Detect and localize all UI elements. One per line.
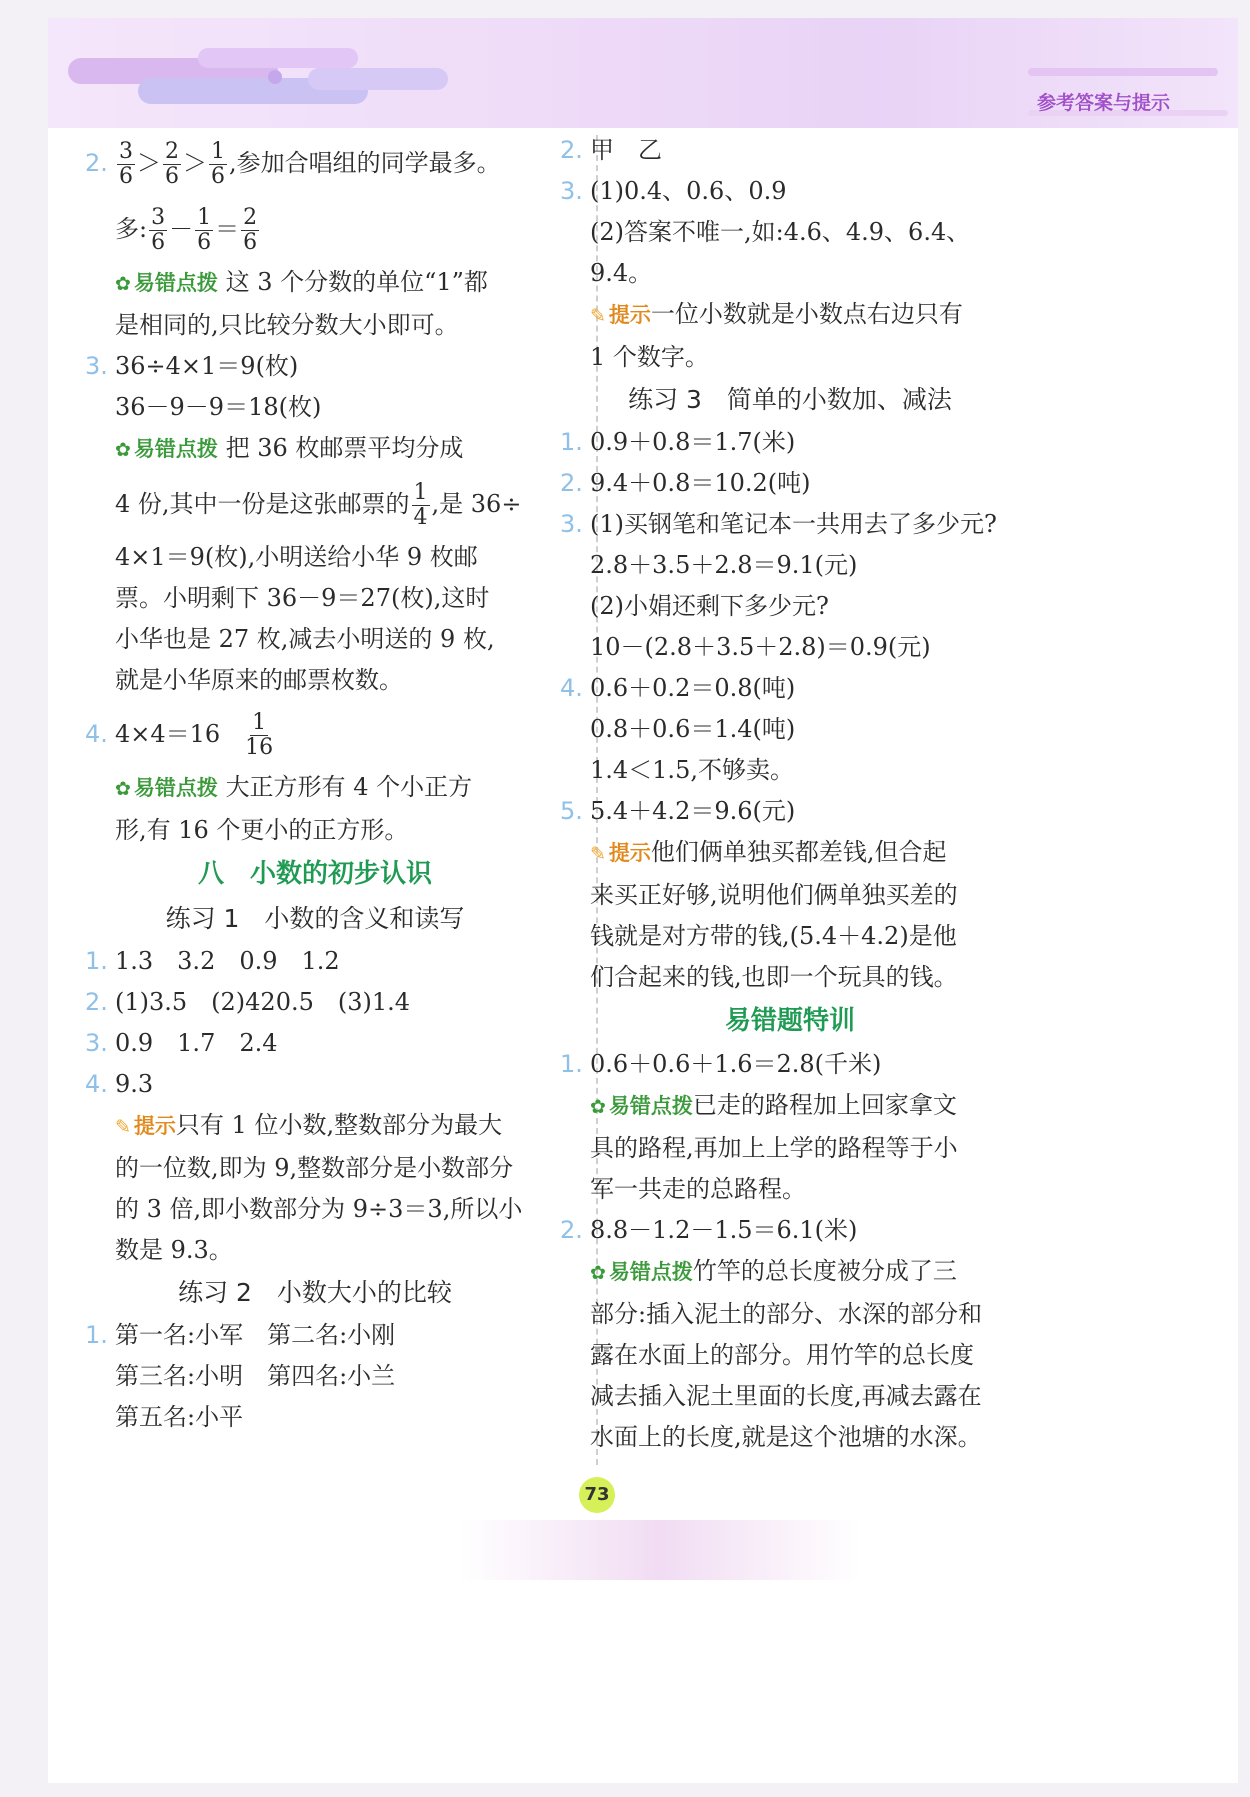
answer-row	[560, 504, 1020, 545]
answer-row	[560, 1210, 1020, 1251]
answer-row	[560, 422, 1020, 463]
question-number: 4.	[85, 1070, 108, 1098]
hint-text: 的 3 倍,即小数部分为 9÷3＝3,所以小	[115, 1195, 523, 1223]
left-column	[85, 130, 545, 1438]
hint-text: 只有 1 位小数,整数部分为最大	[175, 1111, 503, 1139]
error-tip	[85, 428, 545, 471]
gear-icon: ✿	[115, 273, 131, 295]
numerator: 3	[151, 205, 166, 230]
minus-symbol: －	[169, 215, 194, 243]
denominator: 6	[165, 164, 179, 189]
answer-text: 0.9 1.7 2.4	[115, 1029, 278, 1057]
tip-text: 就是小华原来的邮票枚数。	[115, 666, 403, 694]
fraction	[209, 140, 227, 189]
hint-text: 数是 9.3。	[115, 1236, 233, 1264]
question-number: 4.	[85, 720, 108, 748]
numerator: 2	[165, 139, 179, 164]
denominator: 6	[197, 230, 212, 255]
equals-symbol: ＝	[215, 215, 240, 243]
answer-text: 0.6＋0.2＝0.8(吨)	[590, 674, 796, 702]
answer-text: 10－(2.8＋3.5＋2.8)＝0.9(元)	[590, 633, 931, 661]
answer-text: 第三名:小明 第四名:小兰	[115, 1362, 396, 1390]
denominator: 6	[211, 164, 225, 189]
numerator: 3	[119, 139, 133, 164]
hint-tag: 提示	[133, 1114, 176, 1138]
question-number: 1.	[85, 947, 108, 975]
hint-text: 来买正好够,说明他们俩单独买差的	[590, 881, 958, 909]
answer-text: ,参加合唱组的同学最多。	[229, 149, 501, 177]
tip-text: 竹竿的总长度被分成了三	[692, 1257, 957, 1285]
question-number: 2.	[85, 988, 108, 1016]
answer-row	[560, 668, 1020, 709]
gear-icon: ✿	[115, 439, 131, 461]
answer-text: 2.8＋3.5＋2.8＝9.1(元)	[590, 551, 858, 579]
tip-text: 这 3 个分数的单位“1”都	[225, 268, 488, 296]
section-title: 易错题特训	[724, 1006, 855, 1036]
answer-text: 8.8－1.2－1.5＝6.1(米)	[590, 1216, 858, 1244]
answer-text: (2)小娟还剩下多少元?	[590, 592, 829, 620]
tip-text: 部分:插入泥土的部分、水深的部分和	[590, 1300, 983, 1328]
numerator: 1	[413, 480, 428, 505]
error-tip	[85, 767, 545, 810]
pencil-icon: ✎	[590, 843, 606, 865]
answer-text: 1.4＜1.5,不够卖。	[590, 756, 794, 784]
question-number: 3.	[560, 177, 583, 205]
answer-row	[85, 1023, 545, 1064]
answer-row	[85, 1064, 545, 1105]
pencil-icon: ✎	[115, 1116, 131, 1138]
numerator: 2	[243, 205, 258, 230]
question-number: 1.	[560, 1050, 583, 1078]
tip-tag: 易错点拨	[608, 1260, 693, 1284]
hint-tag: 提示	[608, 841, 651, 865]
answer-text: 36÷4×1＝9(枚)	[115, 352, 299, 380]
tip-text: 4 份,其中一份是这张邮票的	[115, 490, 410, 518]
footer-band	[460, 1520, 860, 1580]
answer-2-calc	[85, 196, 545, 262]
tip-text: 小华也是 27 枚,减去小明送的 9 枚,	[115, 625, 495, 653]
hint-text: 1 个数字。	[590, 343, 709, 371]
fraction	[149, 206, 167, 255]
question-number: 2.	[560, 136, 583, 164]
numerator: 1	[252, 710, 267, 735]
answer-text: 36－9－9＝18(枚)	[115, 393, 322, 421]
calc-prefix: 多:	[115, 215, 148, 243]
stripe-decoration	[1028, 68, 1218, 76]
pencil-icon: ✎	[590, 305, 606, 327]
section-title: 八 小数的初步认识	[197, 859, 432, 889]
answer-text: 第一名:小军 第二名:小刚	[115, 1321, 396, 1349]
answer-row	[560, 171, 1020, 212]
answer-3	[85, 346, 545, 387]
tip-text: 大正方形有 4 个小正方	[225, 773, 473, 801]
answer-2	[85, 130, 545, 196]
answer-text: 4×4＝16	[115, 720, 221, 748]
question-number: 2.	[85, 149, 108, 177]
hint-tag: 提示	[608, 303, 651, 327]
answer-text: 1.3 3.2 0.9 1.2	[115, 947, 340, 975]
error-tip	[560, 1251, 1020, 1294]
answer-text: 5.4＋4.2＝9.6(元)	[590, 797, 796, 825]
page-number: 73	[579, 1477, 615, 1513]
tip-text: 军一共走的总路程。	[590, 1175, 806, 1203]
tip-text: 已走的路程加上回家拿文	[692, 1091, 957, 1119]
cloud-decoration	[308, 68, 448, 90]
tip-text: 露在水面上的部分。用竹竿的总长度	[590, 1341, 974, 1369]
denominator: 6	[151, 230, 166, 255]
tip-text: ,是 36÷	[431, 490, 522, 518]
numerator: 1	[197, 205, 212, 230]
denominator: 4	[413, 505, 428, 530]
question-number: 4.	[560, 674, 583, 702]
tip-text: 水面上的长度,就是这个池塘的水深。	[590, 1423, 982, 1451]
gear-icon: ✿	[590, 1262, 606, 1284]
answer-text: 9.4。	[590, 259, 653, 287]
question-number: 2.	[560, 1216, 583, 1244]
dot-decoration	[268, 70, 282, 84]
error-tip	[560, 1085, 1020, 1128]
answer-text: 0.9＋0.8＝1.7(米)	[590, 428, 796, 456]
answer-row	[560, 1044, 1020, 1085]
answer-text: 9.3	[115, 1070, 154, 1098]
tip-text: 减去插入泥土里面的长度,再减去露在	[590, 1382, 982, 1410]
hint	[560, 294, 1020, 337]
answer-row	[85, 982, 545, 1023]
fraction	[245, 711, 273, 760]
answer-4	[85, 701, 545, 767]
fraction	[241, 206, 259, 255]
answer-row	[560, 463, 1020, 504]
cloud-decoration	[198, 48, 358, 68]
hint-text: 们合起来的钱,也即一个玩具的钱。	[590, 963, 958, 991]
question-number: 3.	[85, 1029, 108, 1057]
question-number: 3.	[85, 352, 108, 380]
answer-row	[85, 941, 545, 982]
gear-icon: ✿	[590, 1096, 606, 1118]
hint-text: 钱就是对方带的钱,(5.4＋4.2)是他	[590, 922, 957, 950]
answer-text: 9.4＋0.8＝10.2(吨)	[590, 469, 811, 497]
header-title: 参考答案与提示	[1036, 92, 1170, 114]
tip-text: 把 36 枚邮票平均分成	[225, 434, 464, 462]
denominator: 16	[245, 735, 274, 760]
denominator: 6	[243, 230, 258, 255]
answer-text: (1)买钢笔和笔记本一共用去了多少元?	[590, 510, 997, 538]
tip-text: 票。小明剩下 36－9＝27(枚),这时	[115, 584, 490, 612]
right-column	[560, 130, 1020, 1458]
tip-text: 具的路程,再加上上学的路程等于小	[590, 1134, 958, 1162]
answer-row	[85, 1315, 545, 1356]
answer-text: 0.6＋0.6＋1.6＝2.8(千米)	[590, 1050, 882, 1078]
exercise-title: 练习 2 小数大小的比较	[178, 1278, 452, 1307]
numerator: 1	[211, 139, 225, 164]
answer-text: 甲 乙	[590, 136, 662, 164]
header-band	[48, 18, 1238, 128]
question-number: 2.	[560, 469, 583, 497]
tip-tag: 易错点拨	[133, 776, 218, 800]
error-tip	[85, 262, 545, 305]
answer-row	[560, 791, 1020, 832]
answer-text: (2)答案不唯一,如:4.6、4.9、6.4、	[590, 218, 971, 246]
question-number: 5.	[560, 797, 583, 825]
denominator: 6	[119, 164, 133, 189]
gt-symbol: ＞	[137, 149, 161, 177]
gt-symbol: ＞	[183, 149, 207, 177]
answer-text: (1)3.5 (2)420.5 (3)1.4	[115, 988, 411, 1016]
fraction	[195, 206, 213, 255]
hint-text: 的一位数,即为 9,整数部分是小数部分	[115, 1154, 514, 1182]
question-number: 3.	[560, 510, 583, 538]
answer-row	[560, 130, 1020, 171]
question-number: 1.	[85, 1321, 108, 1349]
tip-text: 4×1＝9(枚),小明送给小华 9 枚邮	[115, 543, 478, 571]
fraction	[117, 140, 135, 189]
hint	[560, 832, 1020, 875]
fraction	[412, 481, 430, 530]
gear-icon: ✿	[115, 778, 131, 800]
tip-tag: 易错点拨	[608, 1094, 693, 1118]
question-number: 1.	[560, 428, 583, 456]
answer-text: 0.8＋0.6＝1.4(吨)	[590, 715, 796, 743]
answer-text: (1)0.4、0.6、0.9	[590, 177, 787, 205]
hint-text: 一位小数就是小数点右边只有	[650, 300, 963, 328]
tip-text-line	[85, 471, 545, 537]
tip-tag: 易错点拨	[133, 271, 218, 295]
exercise-title: 练习 3 简单的小数加、减法	[628, 385, 952, 414]
tip-text: 是相同的,只比较分数大小即可。	[115, 311, 459, 339]
hint-text: 他们俩单独买都差钱,但合起	[650, 838, 947, 866]
exercise-title: 练习 1 小数的含义和读写	[165, 904, 465, 933]
answer-text: 第五名:小平	[115, 1403, 244, 1431]
tip-text: 形,有 16 个更小的正方形。	[115, 816, 409, 844]
tip-tag: 易错点拨	[133, 437, 218, 461]
hint	[85, 1105, 545, 1148]
fraction	[163, 140, 181, 189]
